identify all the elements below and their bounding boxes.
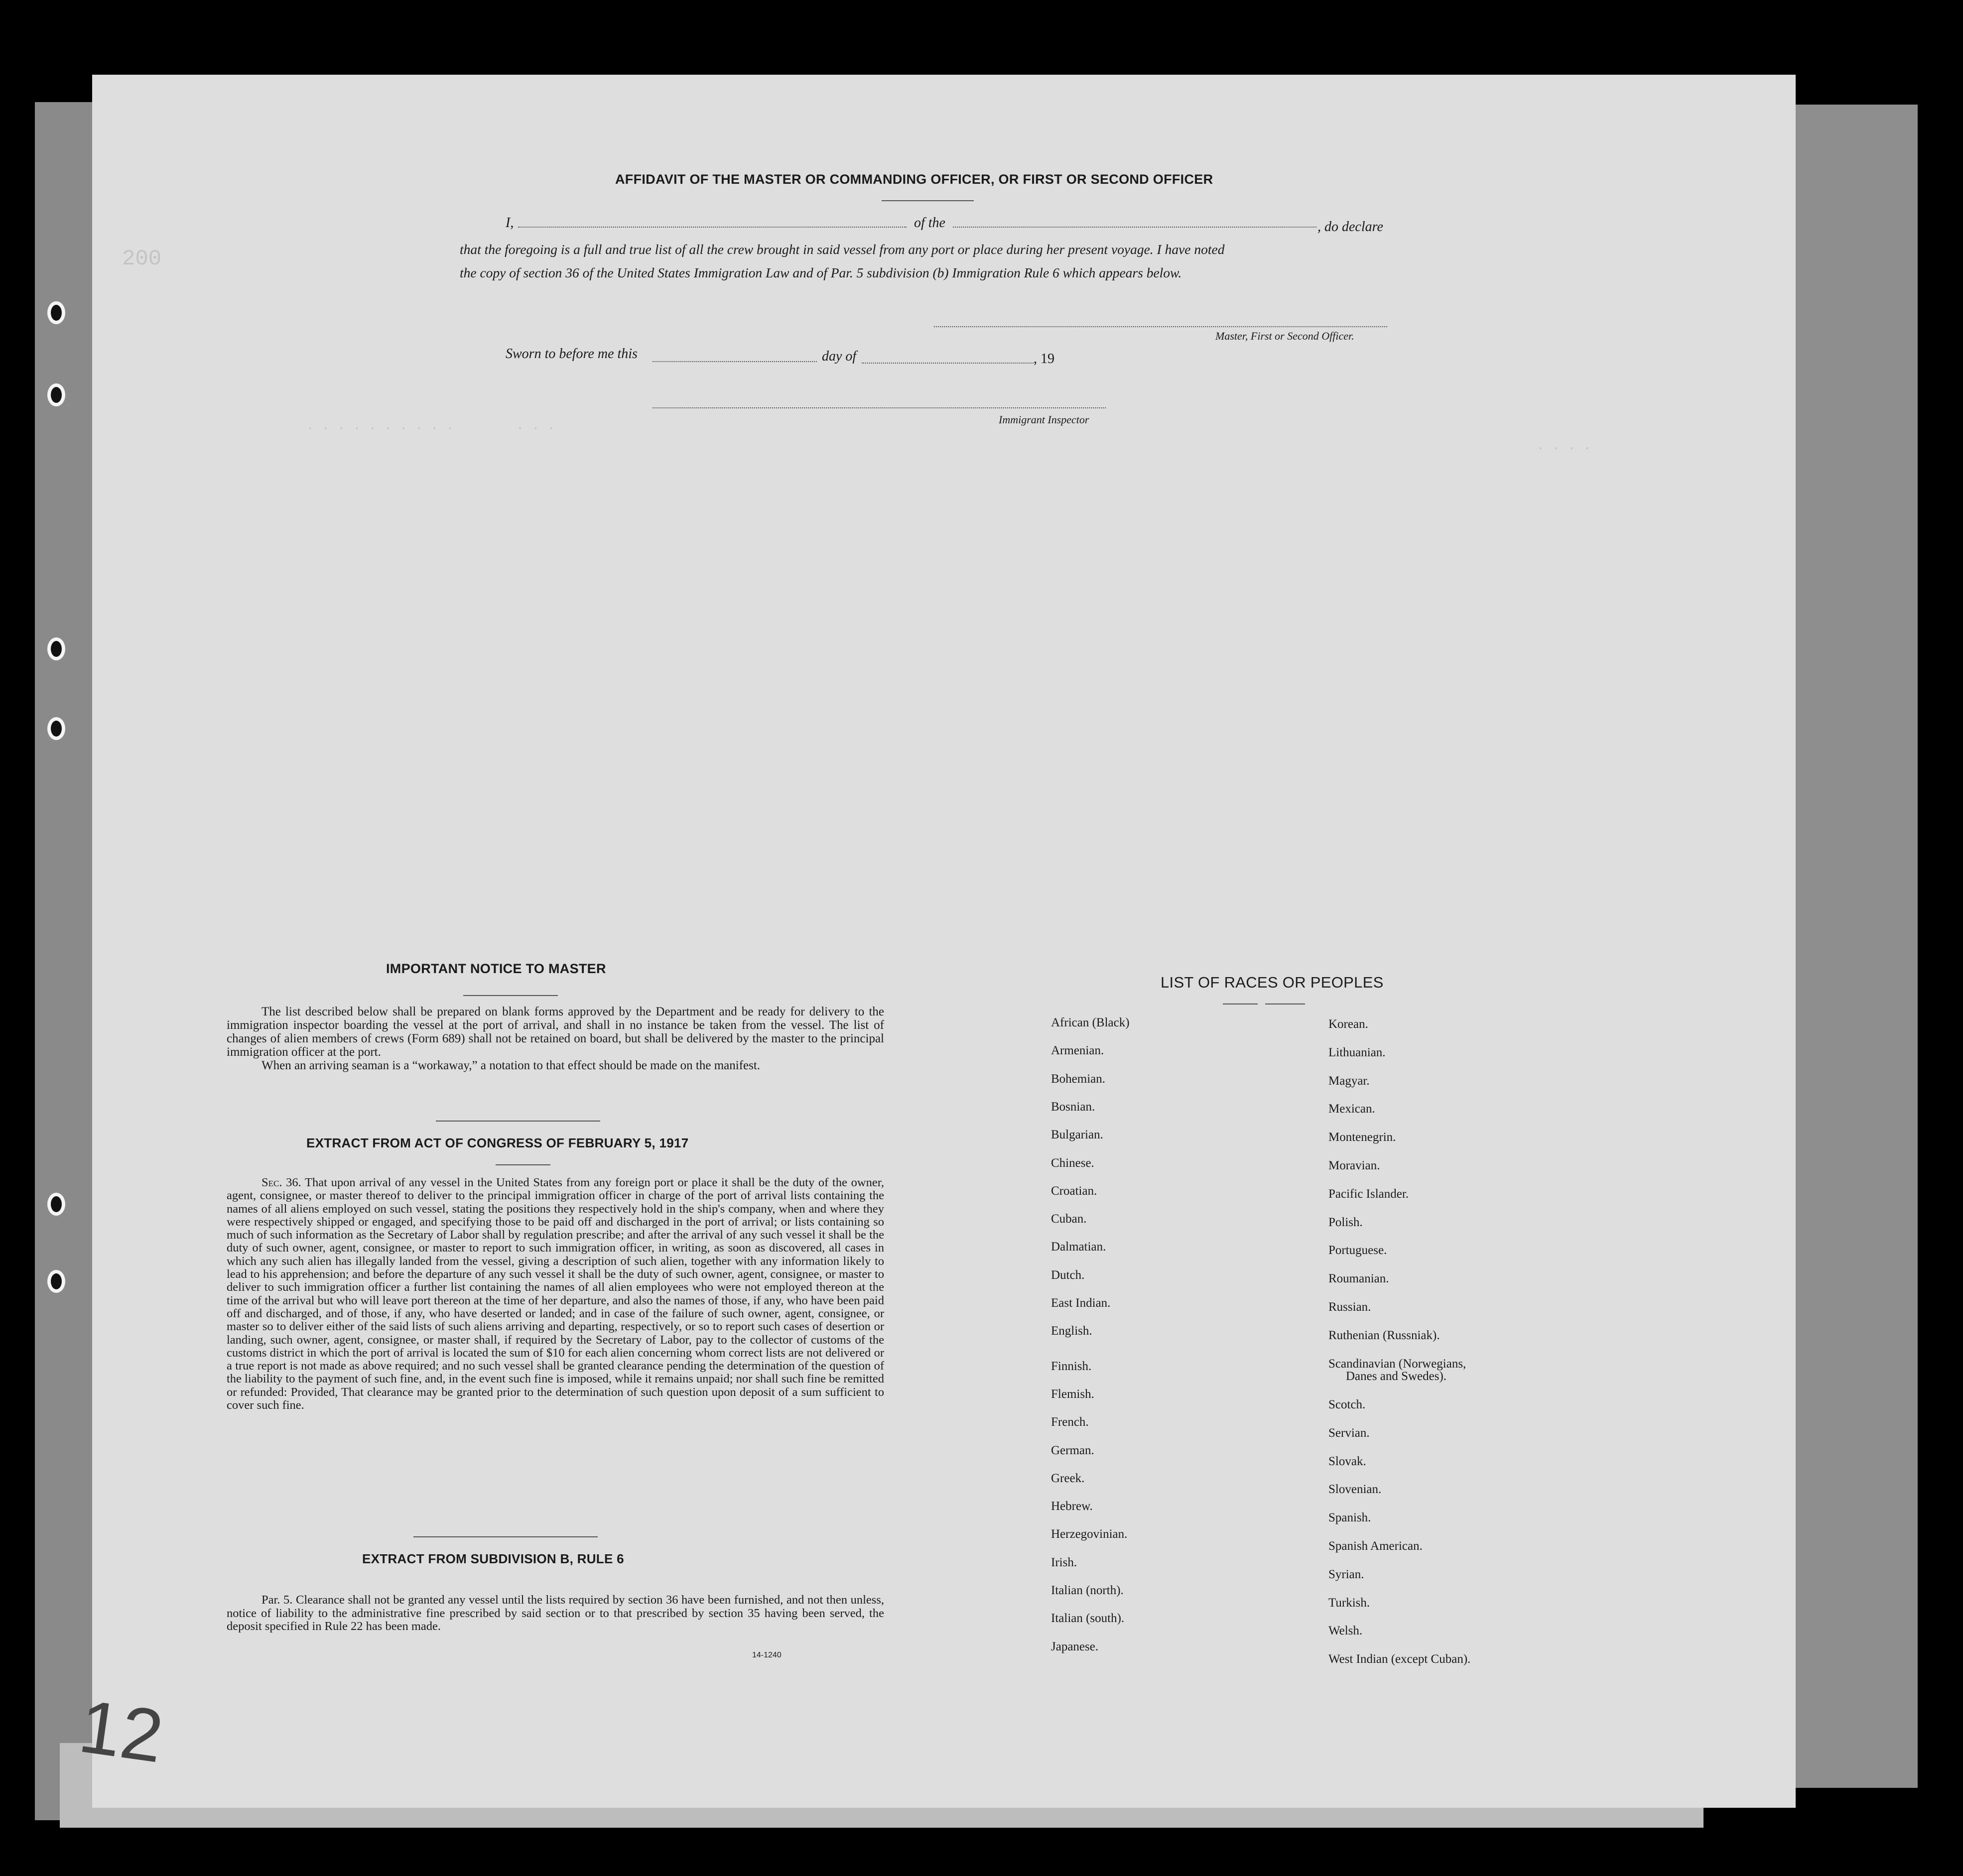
year-label: , 19: [1034, 351, 1054, 367]
act-body: That upon arrival of any vessel in the United States from any foreign port or place it shall be the duty of the owner, agent, consignee, or master thereof to deliver to the principal immigration officer in charge of the port of arrival lists containing the names of all aliens employed on such vessel, stating the positions they respectively hold in the ship's company, when and where they were respectively shipped or engaged, and specifying those to be paid off and discharged in the port of arrival; or lists containing so much of such information as the Secretary of Labor shall by regulation prescribe; and after the arrival of any such vessel it shall be the duty of such owner, agent, consignee, or master to report to such immigration officer, in writing, as soon as discovered, all cases in which any such alien has illegally landed from the vessel, giving a description of such alien, together with any information likely to lead to his apprehension; and before the departure of any such vessel it shall be the duty of such owner, agent, consignee, or master to deliver to such immigration officer a further list containing the names of all alien employees who were not employed thereon at the time of the arrival but who will leave port thereon at the time of her departure, and also the names of those, if any, who have been paid off and discharged, and of those, if any, who have deserted or landed; and in case of the failure of such owner, agent, consignee, or master so to deliver either of the said lists of such aliens arriving and departing, respectively, or so to report such cases of desertion or landing, such owner, agent, consignee, or master shall, if required by the Secretary of Labor, pay to the collector of customs of the customs district in which the port of arrival is located the sum of $10 for each alien concerning whom correct lists are not delivered or a true report is not made as above required; and no such vessel shall be granted clearance pending the determination of the question of the liability to the payment of such fine, and, in the event such fine is imposed, while it remains unpaid; nor shall such fine be remitted or refunded: Provided, That clearance may be granted prior to the determination of such question upon deposit of a sum sufficient to cover such fine.: [227, 1176, 885, 1412]
binder-hole-icon: [47, 717, 65, 740]
races-title: LIST OF RACES OR PEOPLES: [1161, 974, 1384, 991]
underlying-sheet-left: [35, 102, 95, 1820]
race-item: Scotch.: [1328, 1397, 1366, 1411]
binder-hole-icon: [47, 1270, 65, 1293]
race-item: Spanish.: [1328, 1511, 1371, 1525]
affidavit-line-2: that the foregoing is a full and true list of all the crew brought in said vessel from any port or place during her present voyage. I have noted: [460, 242, 1225, 257]
officer-signature-line: [934, 326, 1387, 327]
divider: [463, 995, 558, 996]
section-label: Sec. 36.: [262, 1176, 301, 1189]
race-item: Chinese.: [1051, 1156, 1094, 1170]
divider: [436, 1121, 600, 1122]
race-item: Turkish.: [1328, 1596, 1370, 1610]
rule-title: EXTRACT FROM SUBDIVISION B, RULE 6: [362, 1551, 624, 1566]
race-item: Slovak.: [1328, 1454, 1366, 1468]
race-item: Herzegovinian.: [1051, 1527, 1128, 1541]
notice-title: IMPORTANT NOTICE TO MASTER: [386, 961, 606, 976]
form-page: [74, 75, 1796, 1808]
divider: [1265, 1003, 1305, 1004]
sworn-label: Sworn to before me this: [506, 346, 638, 362]
race-item: Ruthenian (Russniak).: [1328, 1328, 1440, 1342]
race-item: Bulgarian.: [1051, 1128, 1103, 1142]
race-item: Dalmatian.: [1051, 1240, 1106, 1254]
race-item: French.: [1051, 1415, 1089, 1429]
bleed-through-number: 200: [122, 247, 162, 271]
name-blank: [518, 227, 907, 228]
race-item: Bohemian.: [1051, 1072, 1106, 1086]
race-item: Finnish.: [1051, 1359, 1092, 1373]
race-item: Irish.: [1051, 1555, 1077, 1569]
race-item: Montenegrin.: [1328, 1130, 1396, 1144]
month-blank: [862, 363, 1034, 364]
affidavit-of-the: of the: [914, 215, 945, 231]
day-of-label: day of: [822, 349, 857, 364]
race-item: Syrian.: [1328, 1567, 1364, 1581]
race-item: Korean.: [1328, 1017, 1368, 1031]
race-item: West Indian (except Cuban).: [1328, 1652, 1471, 1666]
affidavit-i-label: I,: [506, 215, 514, 231]
race-item: Lithuanian.: [1328, 1045, 1386, 1059]
race-item: Scandinavian (Norwegians,: [1328, 1357, 1466, 1371]
divider: [1223, 1003, 1258, 1004]
race-item: Slovenian.: [1328, 1483, 1382, 1497]
race-item: Portuguese.: [1328, 1244, 1387, 1257]
divider: [496, 1164, 550, 1165]
race-item: Armenian.: [1051, 1044, 1104, 1058]
race-item: Mexican.: [1328, 1102, 1375, 1116]
act-title: EXTRACT FROM ACT OF CONGRESS OF FEBRUARY 5, 1917: [306, 1135, 689, 1150]
race-item: Bosnian.: [1051, 1100, 1095, 1114]
binder-hole-icon: [47, 1193, 65, 1216]
race-item: Danes and Swedes).: [1346, 1370, 1447, 1383]
race-item: Polish.: [1328, 1215, 1363, 1229]
race-item: Croatian.: [1051, 1184, 1097, 1198]
divider: [413, 1536, 598, 1537]
vessel-blank: [953, 227, 1316, 228]
bleed-through-text: . . . . . . . . . . . . .: [306, 418, 555, 433]
inspector-caption: Immigrant Inspector: [999, 413, 1089, 426]
affidavit-title: AFFIDAVIT OF THE MASTER OR COMMANDING OFFICER, OR FIRST OR SECOND OFFICER: [615, 172, 1213, 187]
race-item: Greek.: [1051, 1471, 1085, 1485]
race-item: African (Black): [1051, 1016, 1130, 1029]
race-item: English.: [1051, 1324, 1092, 1338]
inspector-signature-line: [653, 407, 1106, 408]
officer-caption: Master, First or Second Officer.: [1215, 330, 1354, 342]
race-item: Servian.: [1328, 1426, 1370, 1440]
handwritten-number: 12: [74, 1684, 168, 1778]
act-text: [227, 1176, 884, 1412]
binder-hole-icon: [47, 383, 65, 406]
race-item: Russian.: [1328, 1300, 1371, 1314]
race-item: Hebrew.: [1051, 1500, 1093, 1513]
race-item: Roumanian.: [1328, 1272, 1389, 1286]
notice-paragraph: When an arriving seaman is a “workaway,” a notation to that effect should be made on the manifest.: [262, 1059, 761, 1072]
race-item: German.: [1051, 1443, 1094, 1457]
form-number: 14-1240: [752, 1651, 782, 1659]
affidavit-do-declare: , do declare: [1317, 219, 1383, 235]
notice-text: [227, 1005, 884, 1072]
race-item: Moravian.: [1328, 1159, 1380, 1172]
race-item: Dutch.: [1051, 1268, 1085, 1282]
race-item: Pacific Islander.: [1328, 1187, 1409, 1201]
sworn-day-blank: [653, 361, 817, 362]
bleed-through-text: . . . .: [1537, 438, 1591, 453]
divider: [882, 200, 974, 201]
race-item: Italian (north).: [1051, 1584, 1124, 1598]
race-item: East Indian.: [1051, 1296, 1111, 1310]
race-item: Italian (south).: [1051, 1612, 1125, 1626]
rule-body: Par. 5. Clearance shall not be granted any vessel until the lists required by section 36 have been furnished, and not then unless, notice of liability to the administrative fine prescribed by said section or to that prescribed by section 35 having been served, the deposit specified in Rule 22 has been made.: [227, 1593, 884, 1633]
binder-hole-icon: [47, 301, 65, 324]
race-item: Flemish.: [1051, 1387, 1094, 1401]
race-item: Cuban.: [1051, 1212, 1087, 1226]
race-item: Spanish American.: [1328, 1539, 1423, 1553]
race-item: Magyar.: [1328, 1074, 1370, 1088]
race-item: Welsh.: [1328, 1624, 1363, 1638]
notice-paragraph: The list described below shall be prepared on blank forms approved by the Department and be ready for delivery to the immigration inspector boarding the vessel at the port of arrival, and shall in no instance be taken from the vessel. The list of changes of alien members of crews (Form 689) shall not be retained on board, but shall be delivered by the master to the principal immigration officer at the port.: [227, 1005, 884, 1059]
rule-text: [227, 1594, 884, 1633]
binder-hole-icon: [47, 637, 65, 660]
race-item: Japanese.: [1051, 1639, 1099, 1653]
affidavit-line-3: the copy of section 36 of the United States Immigration Law and of Par. 5 subdivision (b) Immigration Rule 6 which appears below.: [460, 265, 1182, 280]
